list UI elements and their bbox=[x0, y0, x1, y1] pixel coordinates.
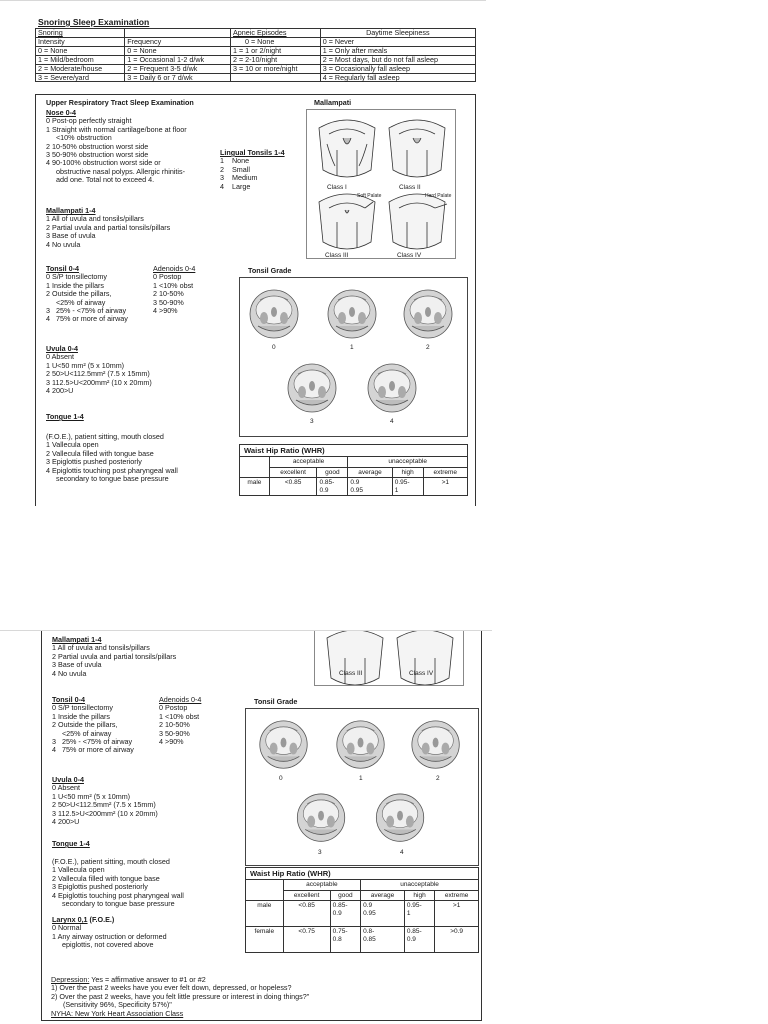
mallampati-figure bbox=[306, 109, 456, 259]
tonsil-grade-illustration bbox=[240, 278, 469, 438]
uvula-line: 3 112.5>U<200mm² (10 x 20mm) bbox=[46, 377, 152, 387]
whr-unacceptable: unacceptable bbox=[361, 880, 479, 890]
table-cell: 0 = None bbox=[230, 37, 320, 46]
tongue-line: 3 Epiglottis pushed posteriorly bbox=[52, 882, 148, 892]
mallampati-line: 2 Partial uvula and partial tonsils/pillars bbox=[52, 651, 177, 661]
tongue-line: (F.O.E.), patient sitting, mouth closed bbox=[52, 857, 170, 866]
whr-title: Waist Hip Ratio (WHR) bbox=[246, 868, 479, 880]
table-row bbox=[246, 927, 479, 953]
table-cell: 1 = Occasional 1-2 d/wk bbox=[125, 55, 231, 64]
document-page-bottom bbox=[0, 630, 492, 1024]
table-row bbox=[36, 73, 476, 82]
table-cell: 0 = None bbox=[36, 46, 125, 55]
uvula-heading: Uvula 0-4 bbox=[46, 344, 78, 353]
tonsil-grade-title: Tonsil Grade bbox=[254, 697, 298, 706]
uvula-line: 0 Absent bbox=[46, 352, 74, 362]
whr-unacceptable: unacceptable bbox=[348, 457, 468, 467]
soft-palate-label: Soft Palate bbox=[357, 193, 382, 199]
table-cell: 0.85- 0.9 bbox=[404, 927, 434, 953]
adenoids-heading: Adenoids 0-4 bbox=[153, 264, 196, 273]
document-page-top bbox=[0, 0, 486, 506]
nose-line: add one. Total not to exceed 4. bbox=[46, 175, 155, 185]
uvula-line: 1 U<50 mm² (5 x 10mm) bbox=[52, 791, 131, 801]
tonsil-grade-label: 3 bbox=[310, 418, 314, 425]
adenoids-line: 4 >90% bbox=[159, 737, 184, 747]
adenoids-heading: Adenoids 0-4 bbox=[159, 695, 202, 704]
tongue-line: 2 Vallecula filled with tongue base bbox=[52, 873, 160, 883]
class-label: Class III bbox=[325, 252, 349, 259]
nose-block bbox=[46, 109, 187, 185]
larynx-block bbox=[52, 916, 167, 950]
table-header: Snoring bbox=[36, 29, 125, 38]
tonsil-grade-label: 1 bbox=[350, 344, 354, 351]
depression-note: (Sensitivity 96%, Specificity 57%)" bbox=[51, 1000, 172, 1010]
class-label: Class I bbox=[327, 184, 347, 191]
adenoids-line: 2 10-50% bbox=[159, 720, 190, 730]
nose-line: <10% obstruction bbox=[46, 133, 112, 143]
table-cell: 0 = None bbox=[125, 46, 231, 55]
tongue-line: 1 Vallecula open bbox=[46, 440, 99, 450]
tongue-line: 4 Epiglottis touching post pharyngeal wall bbox=[52, 890, 184, 900]
table-cell: 0.95- 1 bbox=[404, 901, 434, 927]
table-cell: <0.85 bbox=[269, 478, 317, 496]
adenoids-line: 1 <10% obst bbox=[159, 711, 200, 721]
table-cell: 3 = Daily 6 or 7 d/wk bbox=[125, 73, 231, 82]
whr-col: extreme bbox=[435, 890, 479, 900]
tongue-line: secondary to tongue base pressure bbox=[52, 899, 175, 909]
tonsil-grade-title: Tonsil Grade bbox=[248, 266, 292, 275]
table-cell: Intensity bbox=[36, 37, 125, 46]
nose-line: 4 90-100% obstruction worst side or bbox=[46, 158, 161, 168]
uvula-line: 2 50>U<112.5mm² (7.5 x 15mm) bbox=[46, 369, 150, 379]
exam-section-bottom bbox=[41, 630, 482, 1021]
table-cell: 0.8- 0.85 bbox=[361, 927, 405, 953]
tongue-line: 3 Epiglottis pushed posteriorly bbox=[46, 457, 142, 467]
table-cell: 2 = Most days, but do not fall asleep bbox=[320, 55, 475, 64]
tonsil-grade-label: 0 bbox=[279, 775, 283, 782]
depression-question: 1) Over the past 2 weeks have you ever felt down, depressed, or hopeless? bbox=[51, 983, 292, 993]
whr-table bbox=[239, 444, 468, 496]
nose-line: 0 Post-op perfectly straight bbox=[46, 116, 132, 126]
mallampati-heading: Mallampati 1-4 bbox=[46, 206, 96, 215]
tongue-line: secondary to tongue base pressure bbox=[46, 474, 169, 484]
uvula-line: 4 200>U bbox=[46, 386, 74, 396]
whr-col: extreme bbox=[423, 467, 467, 477]
table-cell: 1 = Mild/bedroom bbox=[36, 55, 125, 64]
table-cell: <0.75 bbox=[283, 927, 330, 953]
tonsil-grade-label: 4 bbox=[400, 849, 404, 856]
table-cell: 0.75- 0.8 bbox=[330, 927, 360, 953]
class-label: Class III bbox=[339, 670, 363, 677]
whr-col: average bbox=[361, 890, 405, 900]
nose-line: 1 Straight with normal cartilage/bone at floor bbox=[46, 124, 187, 134]
table-row bbox=[36, 55, 476, 64]
uvula-block bbox=[46, 345, 152, 395]
table-cell: 0.9 0.95 bbox=[348, 478, 392, 496]
tongue-line: 1 Vallecula open bbox=[52, 865, 105, 875]
mallampati-block bbox=[46, 207, 170, 249]
whr-col: high bbox=[392, 467, 423, 477]
nose-line: 3 50-90% obstruction worst side bbox=[46, 150, 149, 160]
table-cell bbox=[230, 73, 320, 82]
lingual-line: 2 Small bbox=[220, 164, 250, 174]
adenoids-line: 2 10-50% bbox=[153, 289, 184, 299]
table-cell: 3 = Severe/yard bbox=[36, 73, 125, 82]
table-cell: 2 = Frequent 3-5 d/wk bbox=[125, 64, 231, 73]
lingual-heading: Lingual Tonsils 1-4 bbox=[220, 148, 285, 157]
whr-col: good bbox=[317, 467, 348, 477]
table-cell: 0.95- 1 bbox=[392, 478, 423, 496]
adenoids-line: 3 50-90% bbox=[159, 728, 190, 738]
nyha-line: NYHA: New York Heart Association Class bbox=[51, 1008, 184, 1018]
tonsil-line: <25% of airway bbox=[46, 297, 106, 307]
table-header: Apneic Episodes bbox=[230, 29, 320, 38]
table-cell: male bbox=[240, 478, 270, 496]
tonsil-grade-illustration bbox=[246, 709, 480, 867]
adenoids-block bbox=[153, 265, 195, 315]
table-cell: >0.9 bbox=[435, 927, 479, 953]
mallampati-line: 4 No uvula bbox=[46, 239, 81, 249]
snoring-title: Snoring Sleep Examination bbox=[38, 17, 150, 27]
table-cell: >1 bbox=[435, 901, 479, 927]
table-cell: >1 bbox=[423, 478, 467, 496]
adenoids-line: 1 <10% obst bbox=[153, 280, 194, 290]
lingual-block bbox=[220, 149, 285, 191]
uvula-heading: Uvula 0-4 bbox=[52, 775, 84, 784]
table-cell: 0 = Never bbox=[320, 37, 475, 46]
tonsil-block bbox=[52, 696, 134, 755]
hard-palate-label: Hard Palate bbox=[425, 193, 452, 199]
uvula-block bbox=[52, 776, 158, 826]
tonsil-line: 4 75% or more of airway bbox=[52, 745, 134, 755]
mallampati-illustration-partial bbox=[315, 630, 464, 686]
whr-acceptable: acceptable bbox=[283, 880, 360, 890]
class-label: Class IV bbox=[397, 252, 422, 259]
tonsil-grade-figure bbox=[239, 277, 468, 437]
uvula-line: 4 200>U bbox=[52, 817, 80, 827]
tonsil-line: 3 25% - <75% of airway bbox=[46, 306, 127, 316]
adenoids-line: 4 >90% bbox=[153, 306, 178, 316]
tongue-heading: Tongue 1-4 bbox=[52, 839, 90, 848]
exam-section-top bbox=[35, 94, 476, 506]
mallampati-line: 3 Base of uvula bbox=[52, 660, 102, 670]
adenoids-line: 0 Postop bbox=[153, 272, 182, 282]
whr-table bbox=[245, 867, 479, 953]
tonsil-line: 1 Inside the pillars bbox=[46, 280, 104, 290]
lingual-line: 4 Large bbox=[220, 181, 251, 191]
larynx-line: 0 Normal bbox=[52, 923, 82, 933]
tonsil-grade-label: 0 bbox=[272, 344, 276, 351]
table-header: Daytime Sleepiness bbox=[320, 29, 475, 38]
larynx-suffix: (F.O.E.) bbox=[87, 915, 115, 924]
tonsil-grade-label: 2 bbox=[436, 775, 440, 782]
depression-text: Yes = affirmative answer to #1 or #2 bbox=[89, 975, 206, 984]
tongue-heading: Tongue 1-4 bbox=[46, 412, 84, 421]
mallampati-line: 4 No uvula bbox=[52, 668, 87, 678]
larynx-line: epiglottis, not covered above bbox=[52, 940, 154, 950]
nose-line: obstructive nasal polyps. Allergic rhinitis- bbox=[46, 166, 186, 176]
table-row bbox=[36, 64, 476, 73]
nose-line: 2 10-50% obstruction worst side bbox=[46, 141, 149, 151]
uvula-line: 1 U<50 mm² (5 x 10mm) bbox=[46, 360, 125, 370]
whr-col: excellent bbox=[269, 467, 317, 477]
table-cell: 3 = Occasionally fall asleep bbox=[320, 64, 475, 73]
whr-acceptable: acceptable bbox=[269, 457, 348, 467]
whr-title: Waist Hip Ratio (WHR) bbox=[240, 445, 468, 457]
snoring-table bbox=[35, 28, 476, 82]
tonsil-line: 0 S/P tonsillectomy bbox=[52, 703, 113, 713]
tongue-line: (F.O.E.), patient sitting, mouth closed bbox=[46, 432, 164, 441]
table-cell: 2 = Moderate/house bbox=[36, 64, 125, 73]
table-cell: 2 = 2-10/night bbox=[230, 55, 320, 64]
tonsil-block bbox=[46, 265, 128, 324]
table-cell: 1 = Only after meals bbox=[320, 46, 475, 55]
tongue-block bbox=[52, 858, 184, 908]
tonsil-grade-label: 3 bbox=[318, 849, 322, 856]
tonsil-line: <25% of airway bbox=[52, 728, 112, 738]
tonsil-heading: Tonsil 0-4 bbox=[52, 695, 86, 704]
tonsil-grade-label: 4 bbox=[390, 418, 394, 425]
table-cell: 3 = 10 or more/night bbox=[230, 64, 320, 73]
table-row bbox=[36, 46, 476, 55]
mallampati-line: 1 All of uvula and tonsils/pillars bbox=[52, 643, 150, 653]
mallampati-line: 2 Partial uvula and partial tonsils/pillars bbox=[46, 222, 171, 232]
uvula-line: 0 Absent bbox=[52, 783, 80, 793]
tongue-block bbox=[46, 433, 178, 483]
depression-question: 2) Over the past 2 weeks, have you felt little pressure or interest in doing things?" bbox=[51, 991, 310, 1001]
table-cell: 1 = 1 or 2/night bbox=[230, 46, 320, 55]
lingual-line: 1 None bbox=[220, 156, 250, 166]
exam-title: Upper Respiratory Tract Sleep Examination bbox=[46, 98, 194, 107]
table-cell: 4 = Regularly fall asleep bbox=[320, 73, 475, 82]
mallampati-figure-title: Mallampati bbox=[314, 98, 352, 107]
uvula-line: 3 112.5>U<200mm² (10 x 20mm) bbox=[52, 808, 158, 818]
depression-heading: Depression: bbox=[51, 975, 90, 984]
tongue-line: 2 Vallecula filled with tongue base bbox=[46, 448, 154, 458]
table-cell: 0.85- 0.9 bbox=[317, 478, 348, 496]
tonsil-line: 1 Inside the pillars bbox=[52, 711, 110, 721]
mallampati-heading: Mallampati 1-4 bbox=[52, 635, 102, 644]
tonsil-grade-figure bbox=[245, 708, 479, 866]
table-row bbox=[240, 478, 468, 496]
tonsil-grade-label: 1 bbox=[359, 775, 363, 782]
table-cell: Frequency bbox=[125, 37, 231, 46]
tongue-line: 4 Epiglottis touching post pharyngeal wall bbox=[46, 465, 178, 475]
tonsil-line: 2 Outside the pillars, bbox=[52, 720, 118, 730]
table-cell: female bbox=[246, 927, 284, 953]
nose-heading: Nose 0-4 bbox=[46, 108, 76, 117]
larynx-heading: Larynx 0,1 bbox=[52, 915, 88, 924]
tonsil-line: 2 Outside the pillars, bbox=[46, 289, 112, 299]
uvula-line: 2 50>U<112.5mm² (7.5 x 15mm) bbox=[52, 800, 156, 810]
whr-col: good bbox=[330, 890, 360, 900]
lingual-line: 3 Medium bbox=[220, 173, 258, 183]
table-cell: 0.85- 0.9 bbox=[330, 901, 360, 927]
table-row bbox=[246, 901, 479, 927]
mallampati-line: 3 Base of uvula bbox=[46, 231, 96, 241]
whr-col: average bbox=[348, 467, 392, 477]
mallampati-block bbox=[52, 636, 176, 678]
class-label: Class IV bbox=[409, 670, 434, 677]
adenoids-block bbox=[159, 696, 201, 746]
table-cell: 0.9 0.95 bbox=[361, 901, 405, 927]
depression-block bbox=[51, 976, 481, 1018]
adenoids-line: 3 50-90% bbox=[153, 297, 184, 307]
tonsil-line: 3 25% - <75% of airway bbox=[52, 737, 133, 747]
whr-col: excellent bbox=[283, 890, 330, 900]
class-label: Class II bbox=[399, 184, 421, 191]
tonsil-line: 4 75% or more of airway bbox=[46, 314, 128, 324]
table-cell: male bbox=[246, 901, 284, 927]
tonsil-grade-label: 2 bbox=[426, 344, 430, 351]
larynx-line: 1 Any airway ostruction or deformed bbox=[52, 931, 167, 941]
table-cell: <0.85 bbox=[283, 901, 330, 927]
tonsil-line: 0 S/P tonsillectomy bbox=[46, 272, 107, 282]
mallampati-figure-partial bbox=[314, 630, 464, 686]
adenoids-line: 0 Postop bbox=[159, 703, 188, 713]
tonsil-heading: Tonsil 0-4 bbox=[46, 264, 80, 273]
mallampati-line: 1 All of uvula and tonsils/pillars bbox=[46, 214, 144, 224]
whr-col: high bbox=[404, 890, 434, 900]
